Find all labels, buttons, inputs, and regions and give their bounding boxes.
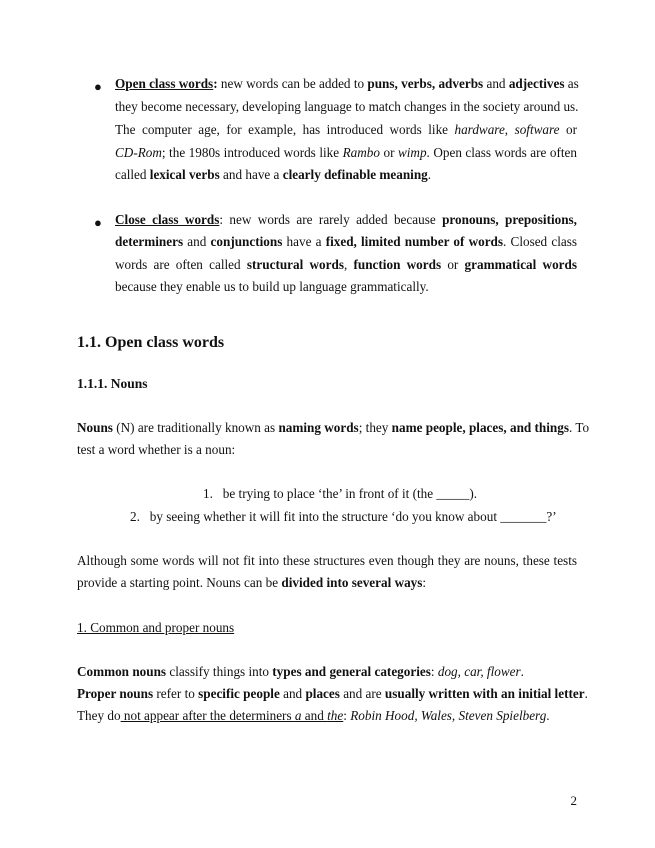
close-class-term: Close class words	[115, 212, 220, 227]
bullet2-line2: determiners and conjunctions have a fixed, limited number of words. Closed class	[115, 234, 577, 249]
page-number: 2	[570, 793, 577, 808]
nouns-para-line1: Nouns (N) are traditionally known as naming words; they name people, places, and things. To	[77, 420, 590, 435]
subheading-common-proper: 1. Common and proper nouns	[77, 620, 235, 635]
bullet2-line4: because they enable us to build up language grammatically.	[115, 279, 429, 294]
bullet1-line4: CD-Rom; the 1980s introduced words like Rambo or wimp. Open class words are often	[115, 145, 577, 160]
bullet1-line3: The computer age, for example, has introduced words like hardware, software or	[115, 122, 577, 137]
open-class-term: Open class words	[115, 76, 214, 91]
bullet2-line3: words are often called structural words, function words or grammatical words	[115, 257, 577, 272]
nouns-para-line2: test a word whether is a noun:	[77, 442, 236, 457]
bullet-marker: ●	[94, 79, 102, 94]
bullet1-line1: Open class words: new words can be added to puns, verbs, adverbs and adjectives as	[115, 76, 579, 91]
bullet1-line5: called lexical verbs and have a clearly definable meaning.	[115, 167, 432, 182]
test-item-1: 1. be trying to place ‘the’ in front of it (the _____).	[203, 486, 478, 501]
section-heading-open-class: 1.1. Open class words	[77, 334, 225, 351]
bullet-marker: ●	[94, 215, 102, 230]
bullet2-line1: Close class words: new words are rarely added because pronouns, prepositions,	[115, 212, 577, 227]
although-para-line1: Although some words will not fit into these structures even though they are nouns, these tests	[77, 553, 577, 568]
test-item-2: 2. by seeing whether it will fit into the structure ‘do you know about _______?’	[130, 509, 557, 524]
proper-nouns-line1: Proper nouns refer to specific people and places and are usually written with an initial letter.	[77, 686, 588, 701]
subsection-heading-nouns: 1.1.1. Nouns	[77, 376, 148, 391]
common-nouns-line: Common nouns classify things into types and general categories: dog, car, flower.	[77, 664, 524, 679]
although-para-line2: provide a starting point. Nouns can be divided into several ways:	[77, 575, 427, 590]
proper-nouns-line2: They do not appear after the determiners a and the: Robin Hood, Wales, Steven Spielberg.	[77, 708, 550, 723]
bullet1-line2: they become necessary, developing language to match changes in the society around us.	[115, 99, 579, 114]
